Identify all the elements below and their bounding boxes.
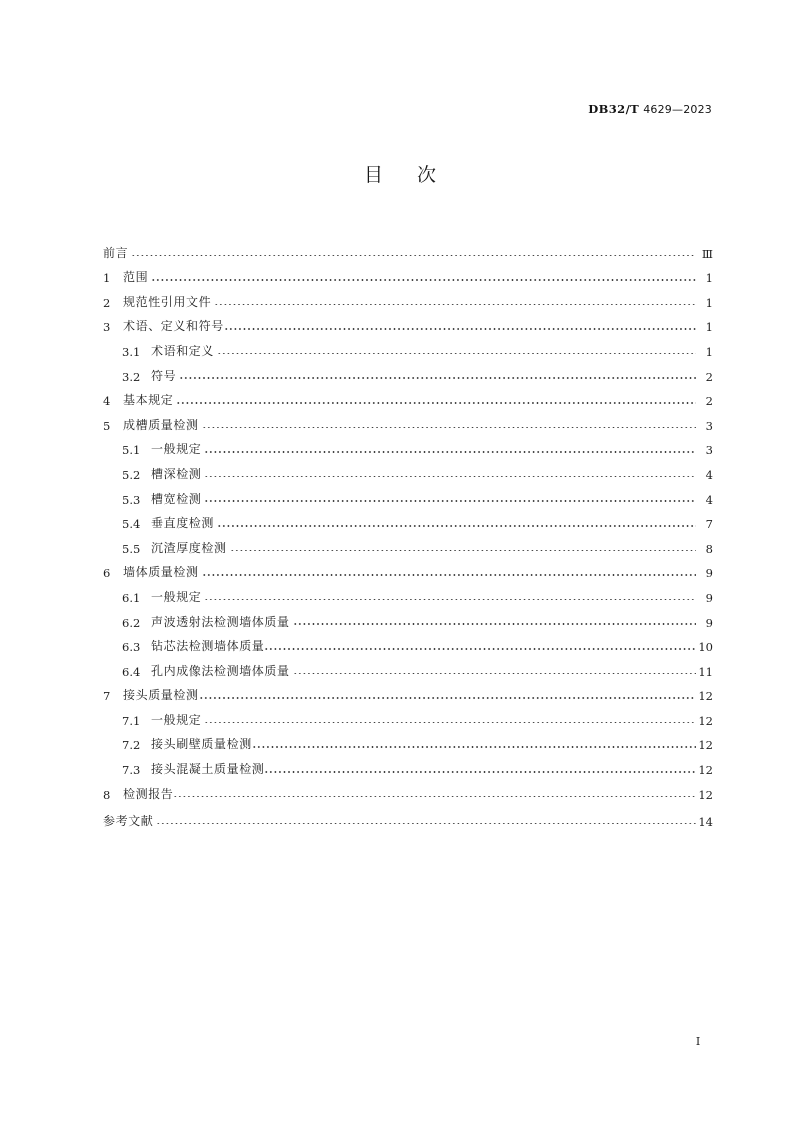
- toc-entry-number: 7.1: [122, 713, 141, 728]
- toc-entry-label: 检测报告: [123, 786, 174, 801]
- toc-entry-page: 12: [698, 689, 713, 704]
- toc-dot-leader: [293, 667, 696, 676]
- toc-entry-page: 3: [705, 443, 713, 458]
- toc-entry-page: 12: [698, 763, 713, 778]
- toc-entry-number: 6.3: [122, 640, 141, 655]
- toc-entry-page: 2: [705, 394, 713, 409]
- toc-entry-label: 术语、定义和符号: [123, 319, 224, 334]
- toc-entry[interactable]: [103, 457, 713, 482]
- toc-dot-leader: [293, 618, 696, 627]
- toc-entry[interactable]: [103, 605, 713, 630]
- toc-entry[interactable]: [103, 334, 713, 359]
- toc-dot-leader: [217, 347, 695, 356]
- toc-dot-leader: [214, 298, 695, 307]
- toc-entry-number: 6.1: [122, 590, 141, 605]
- toc-entry-number: 5.2: [122, 467, 141, 482]
- toc-entry-page: 12: [698, 713, 713, 728]
- toc-dot-leader: [173, 790, 695, 799]
- toc-entry[interactable]: [103, 752, 713, 777]
- toc-dot-leader: [199, 692, 696, 701]
- toc-entry-number: 6: [103, 566, 111, 581]
- toc-entry-label: 垂直度检测: [151, 516, 215, 531]
- toc-entry[interactable]: [103, 556, 713, 581]
- toc-entry[interactable]: [103, 285, 713, 310]
- toc-entry[interactable]: [103, 482, 713, 507]
- toc-dot-leader: [252, 741, 696, 750]
- toc-entry[interactable]: [103, 384, 713, 409]
- toc-entry-number: 5.3: [122, 492, 141, 507]
- toc-entry-label: 声波透射法检测墙体质量: [151, 614, 290, 629]
- toc-entry[interactable]: [103, 703, 713, 728]
- toc-entry-number: 5.5: [122, 541, 141, 556]
- toc-dot-leader: [204, 446, 695, 455]
- toc-dot-leader: [264, 643, 695, 652]
- toc-dot-leader: [204, 593, 695, 602]
- toc-entry[interactable]: [103, 777, 713, 802]
- toc-entry-label: 符号: [151, 368, 177, 383]
- footer-page-number: Ⅰ: [695, 1035, 701, 1048]
- toc-entry-number: 7.2: [122, 738, 141, 753]
- standard-prefix: DB32/T: [588, 102, 640, 116]
- toc-entry[interactable]: [103, 654, 713, 679]
- toc-dot-leader: [202, 421, 696, 430]
- toc-entry-page: 1: [705, 344, 713, 359]
- toc-entry-number: 6.2: [122, 615, 141, 630]
- toc-entry-number: 5.4: [122, 517, 141, 532]
- toc-entry[interactable]: [103, 261, 713, 286]
- toc-entry-number: 6.4: [122, 664, 141, 679]
- toc-entry[interactable]: [103, 679, 713, 704]
- toc-entry-label: 孔内成像法检测墙体质量: [151, 663, 290, 678]
- toc-entry-number: 3.1: [122, 344, 141, 359]
- toc-entry-number: 4: [103, 394, 111, 409]
- toc-entry[interactable]: [103, 408, 713, 433]
- toc-dot-leader: [204, 495, 695, 504]
- toc-entry-number: 5: [103, 418, 111, 433]
- toc-entry-page: 10: [698, 640, 713, 655]
- toc-entry-number: 2: [103, 295, 111, 310]
- toc-entry-page: 2: [705, 369, 713, 384]
- toc-entry-number: 1: [103, 271, 111, 286]
- toc-entry-page: 1: [705, 295, 713, 310]
- toc-entry-page: 4: [705, 467, 713, 482]
- toc-entry-label: 前言: [103, 245, 129, 260]
- toc-entry-page: 1: [705, 271, 713, 286]
- toc-entry-page: 9: [705, 566, 713, 581]
- toc-dot-leader: [151, 274, 695, 283]
- toc-entry-page: 9: [705, 615, 713, 630]
- toc-entry[interactable]: [103, 531, 713, 556]
- toc-entry[interactable]: [103, 580, 713, 605]
- toc-entry[interactable]: [103, 236, 713, 261]
- toc-entry-page: 8: [705, 541, 713, 556]
- toc-entry-page: 11: [698, 664, 713, 679]
- toc-entry-label: 沉渣厚度检测: [151, 540, 227, 555]
- toc-dot-leader: [204, 716, 695, 725]
- toc-entry-label: 规范性引用文件: [123, 294, 212, 309]
- toc-entry-page: 12: [698, 738, 713, 753]
- toc-dot-leader: [179, 372, 695, 381]
- toc-entry-label: 槽宽检测: [151, 491, 202, 506]
- toc-dot-leader: [264, 766, 695, 775]
- toc-entry-label: 一般规定: [151, 442, 202, 457]
- toc-entry-number: 8: [103, 787, 111, 802]
- toc-dot-leader: [217, 520, 695, 529]
- toc-entry-page: 4: [705, 492, 713, 507]
- toc-entry[interactable]: [103, 310, 713, 335]
- toc-entry[interactable]: [103, 804, 713, 829]
- toc-entry-label: 墙体质量检测: [123, 565, 199, 580]
- toc-dot-leader: [131, 249, 695, 258]
- toc-entry-label: 接头混凝土质量检测: [151, 762, 265, 777]
- toc-dot-leader: [156, 817, 695, 826]
- toc-entry-label: 槽深检测: [151, 466, 202, 481]
- toc-entry-label: 术语和定义: [151, 343, 215, 358]
- toc-entry[interactable]: [103, 630, 713, 655]
- toc-entry-page: 3: [705, 418, 713, 433]
- toc-dot-leader: [202, 569, 696, 578]
- toc-entry[interactable]: [103, 433, 713, 458]
- toc-entry-number: 7: [103, 689, 111, 704]
- toc-entry-number: 3.2: [122, 369, 141, 384]
- toc-entry-page: 14: [698, 814, 713, 829]
- toc-entry-number: 3: [103, 320, 111, 335]
- toc-dot-leader: [204, 470, 695, 479]
- toc-entry-label: 接头刷壁质量检测: [151, 737, 252, 752]
- toc-dot-leader: [224, 323, 696, 332]
- toc-dot-leader: [230, 544, 696, 553]
- toc-entry-label: 参考文献: [103, 813, 154, 828]
- toc-entry-number: 7.3: [122, 763, 141, 778]
- toc-dot-leader: [176, 397, 695, 406]
- toc-entry-label: 钻芯法检测墙体质量: [151, 639, 265, 654]
- toc-entry-label: 一般规定: [151, 712, 202, 727]
- toc-entry-number: 5.1: [122, 443, 141, 458]
- toc-entry-page: 12: [698, 787, 713, 802]
- toc-entry-page: 9: [705, 590, 713, 605]
- running-header: [588, 102, 712, 116]
- toc-entry-page: 1: [705, 320, 713, 335]
- toc-entry-label: 一般规定: [151, 589, 202, 604]
- toc-entry-label: 范围: [123, 270, 149, 285]
- toc-entry-page: Ⅲ: [701, 246, 713, 261]
- toc-entry-label: 接头质量检测: [123, 688, 199, 703]
- toc-entry[interactable]: [103, 507, 713, 532]
- toc-entry[interactable]: [103, 359, 713, 384]
- page-title: 目 次: [363, 164, 451, 186]
- toc-entry-label: 成槽质量检测: [123, 417, 199, 432]
- toc-entry[interactable]: [103, 728, 713, 753]
- toc-entry-page: 7: [705, 517, 713, 532]
- toc-entry-label: 基本规定: [123, 393, 174, 408]
- standard-number: 4629—2023: [643, 103, 712, 116]
- table-of-contents: [103, 236, 713, 829]
